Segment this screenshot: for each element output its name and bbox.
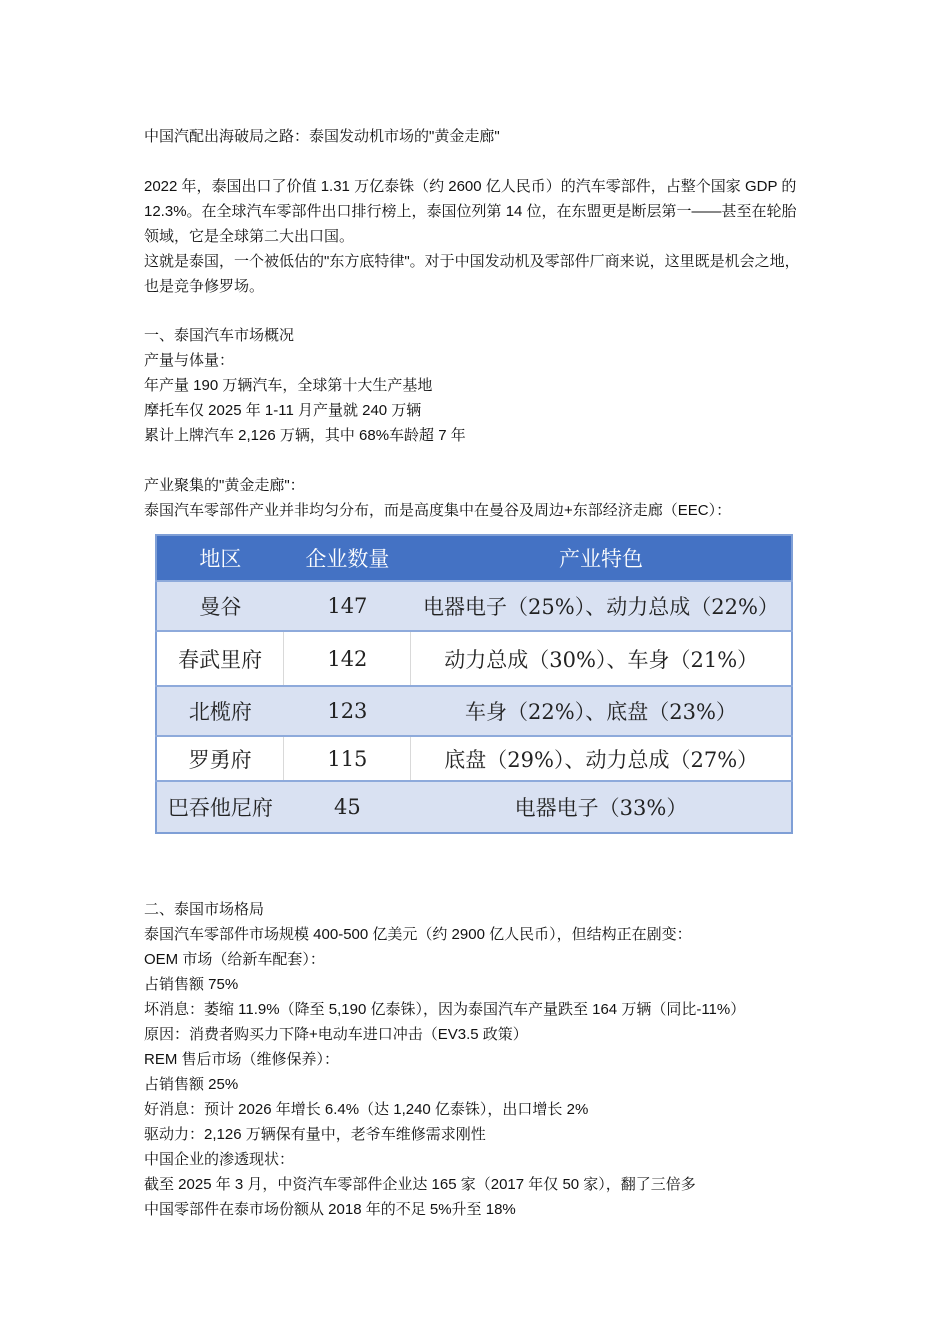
cell-count: 123 bbox=[284, 686, 411, 736]
cell-feature: 车身（22%）、底盘（23%） bbox=[411, 686, 792, 736]
header-feature: 产业特色 bbox=[411, 535, 792, 581]
section2-line: 截至 2025 年 3 月，中资汽车零部件企业达 165 家（2017 年仅 50 家），翻了三倍多 bbox=[144, 1176, 696, 1193]
cell-count: 45 bbox=[284, 781, 411, 833]
section2-line: 原因：消费者购买力下降+电动车进口冲击（EV3.5 政策） bbox=[144, 1026, 528, 1043]
document-title: 中国汽配出海破局之路：泰国发动机市场的"黄金走廊" bbox=[144, 128, 500, 145]
section2-line: 泰国汽车零部件市场规模 400-500 亿美元（约 2900 亿人民币），但结构正在剧变： bbox=[144, 926, 692, 943]
header-count: 企业数量 bbox=[284, 535, 411, 581]
cell-region: 曼谷 bbox=[156, 581, 284, 631]
section1-subheading-corridor: 产业聚集的"黄金走廊"： bbox=[144, 477, 305, 494]
header-region: 地区 bbox=[156, 535, 284, 581]
production-item: 年产量 190 万辆汽车，全球第十大生产基地 bbox=[144, 377, 433, 394]
production-item: 累计上牌汽车 2,126 万辆，其中 68%车龄超 7 年 bbox=[144, 427, 466, 444]
cell-count: 115 bbox=[284, 736, 411, 781]
corridor-description: 泰国汽车零部件产业并非均匀分布，而是高度集中在曼谷及周边+东部经济走廊（EEC）： bbox=[144, 502, 732, 519]
table-row bbox=[156, 581, 792, 631]
cell-feature: 电器电子（25%）、动力总成（22%） bbox=[411, 581, 792, 631]
section2-line: 好消息：预计 2026 年增长 6.4%（达 1,240 亿泰铢），出口增长 2% bbox=[144, 1101, 589, 1118]
production-item: 摩托车仅 2025 年 1-11 月产量就 240 万辆 bbox=[144, 402, 422, 419]
cell-feature: 底盘（29%）、动力总成（27%） bbox=[411, 736, 792, 781]
section2-line: 坏消息：萎缩 11.9%（降至 5,190 亿泰铢），因为泰国汽车产量跌至 164 万辆（同比-11%） bbox=[144, 1001, 746, 1018]
cell-region: 春武里府 bbox=[156, 631, 284, 686]
table-row bbox=[156, 736, 792, 781]
section2-line: 中国零部件在泰市场份额从 2018 年的不足 5%升至 18% bbox=[144, 1201, 516, 1218]
cell-count: 147 bbox=[284, 581, 411, 631]
section2-line: 占销售额 25% bbox=[144, 1076, 239, 1093]
section2-line: 占销售额 75% bbox=[144, 976, 239, 993]
cell-region: 罗勇府 bbox=[156, 736, 284, 781]
section1-subheading-production: 产量与体量： bbox=[144, 352, 235, 369]
table-header-row bbox=[156, 535, 792, 581]
cell-region: 北榄府 bbox=[156, 686, 284, 736]
cell-region: 巴吞他尼府 bbox=[156, 781, 284, 833]
section2-line: OEM 市场（给新车配套）： bbox=[144, 951, 325, 968]
cell-count: 142 bbox=[284, 631, 411, 686]
section2-line: 驱动力：2,126 万辆保有量中，老爷车维修需求刚性 bbox=[144, 1126, 486, 1143]
section2-line: REM 售后市场（维修保养）： bbox=[144, 1051, 340, 1068]
cell-feature: 动力总成（30%）、车身（21%） bbox=[411, 631, 792, 686]
table-row bbox=[156, 631, 792, 686]
region-table bbox=[155, 534, 793, 834]
section2-line: 中国企业的渗透现状： bbox=[144, 1151, 295, 1168]
section2-heading: 二、泰国市场格局 bbox=[144, 901, 265, 918]
intro-paragraph-2: 这就是泰国，一个被低估的"东方底特律"。对于中国发动机及零部件厂商来说，这里既是机会之地，也是竞争修罗场。 bbox=[144, 253, 800, 295]
table-row bbox=[156, 781, 792, 833]
intro-paragraph-1: 2022 年，泰国出口了价值 1.31 万亿泰铢（约 2600 亿人民币）的汽车零部件，占整个国家 GDP 的 12.3%。在全球汽车零部件出口排行榜上，泰国位列第 14 位，在东盟更是断层第一——甚至在轮胎领域，它是全球第二大出口国。 bbox=[144, 178, 797, 245]
cell-feature: 电器电子（33%） bbox=[411, 781, 792, 833]
section1-heading: 一、泰国汽车市场概况 bbox=[144, 327, 295, 344]
table-row bbox=[156, 686, 792, 736]
